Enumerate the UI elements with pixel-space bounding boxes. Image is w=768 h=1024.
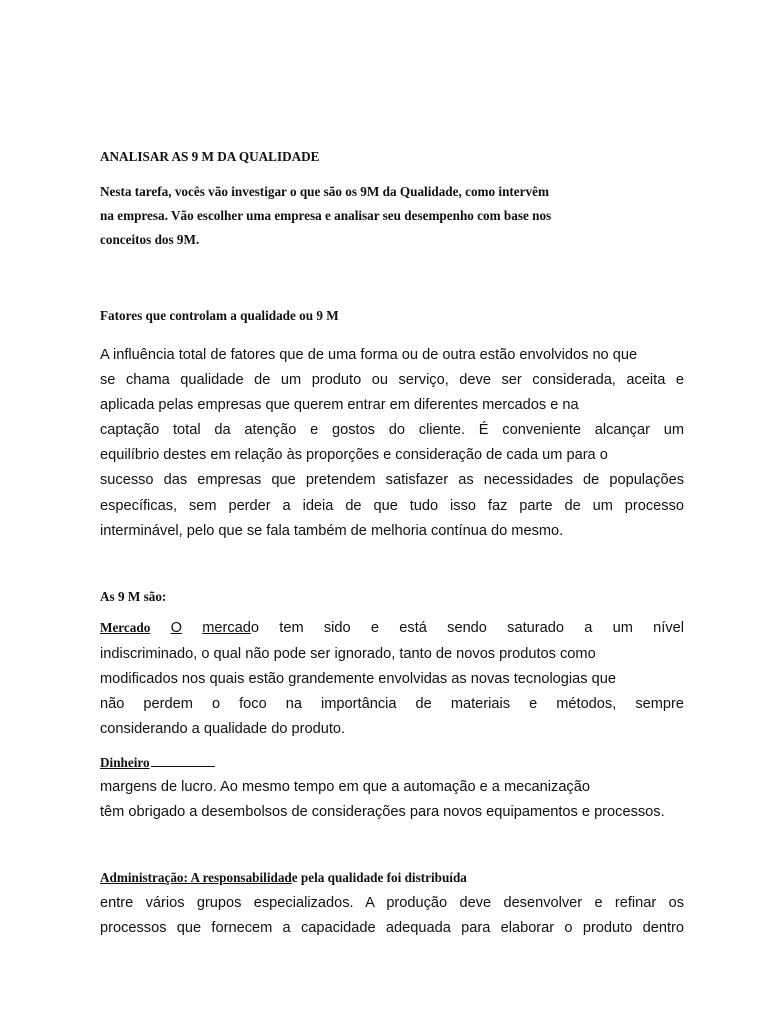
- mercado-first-line-rest: o tem sido e está sendo saturado a um nível: [250, 620, 685, 636]
- paragraph-line: A influência total de fatores que de uma forma ou de outra estão envolvidos no que: [100, 347, 638, 363]
- intro-line: Nesta tarefa, vocês vão investigar o que são os 9M da Qualidade, como intervêm: [100, 184, 549, 199]
- paragraph-line: específicas, sem perder a ideia de que tudo isso faz parte de um processo: [100, 498, 684, 514]
- dinheiro-heading: [100, 755, 215, 771]
- paragraph-line: aplicada pelas empresas que querem entrar em diferentes mercados e na: [100, 397, 579, 413]
- dinheiro-blank-underline: [151, 765, 215, 767]
- intro-line: conceitos dos 9M.: [100, 232, 200, 247]
- mercado-line: indiscriminado, o qual não pode ser ignorado, tanto de novos produtos como: [100, 646, 596, 662]
- mercado-label: Mercado: [100, 620, 151, 635]
- intro-line: na empresa. Vão escolher uma empresa e analisar seu desempenho com base nos: [100, 208, 552, 223]
- factors-heading: Fatores que controlam a qualidade ou 9 M: [100, 308, 339, 323]
- mercado-word-o: O: [170, 620, 182, 636]
- dinheiro-line: margens de lucro. Ao mesmo tempo em que a automação e a mecanização: [100, 779, 590, 795]
- paragraph-line: interminável, pelo que se fala também de melhoria contínua do mesmo.: [100, 523, 564, 539]
- list-heading: As 9 M são:: [100, 589, 167, 604]
- administracao-label-rest: e pela qualidade foi distribuída: [291, 870, 467, 885]
- paragraph-line: sucesso das empresas que pretendem satisfazer as necessidades de populações: [100, 472, 684, 488]
- paragraph-line: se chama qualidade de um produto ou serviço, deve ser considerada, aceita e: [100, 372, 684, 388]
- mercado-first-line: [100, 620, 684, 636]
- dinheiro-line: têm obrigado a desembolsos de considerações para novos equipamentos e processos.: [100, 804, 665, 820]
- mercado-line: modificados nos quais estão grandemente envolvidas as novas tecnologias que: [100, 671, 616, 687]
- mercado-word-mercad: mercad: [202, 620, 251, 636]
- mercado-line: não perdem o foco na importância de materiais e métodos, sempre: [100, 696, 684, 712]
- administracao-line: entre vários grupos especializados. A produção deve desenvolver e refinar os: [100, 895, 684, 911]
- dinheiro-label: Dinheiro: [100, 755, 150, 770]
- mercado-line: considerando a qualidade do produto.: [100, 721, 346, 737]
- paragraph-line: equilíbrio destes em relação às proporções e consideração de cada um para o: [100, 447, 608, 463]
- administracao-heading: [100, 870, 467, 886]
- document-title: ANALISAR AS 9 M DA QUALIDADE: [100, 149, 320, 164]
- administracao-label: Administração: A responsabilidad: [100, 870, 292, 885]
- paragraph-line: captação total da atenção e gostos do cliente. É conveniente alcançar um: [100, 422, 684, 438]
- administracao-line: processos que fornecem a capacidade adequada para elaborar o produto dentro: [100, 920, 684, 936]
